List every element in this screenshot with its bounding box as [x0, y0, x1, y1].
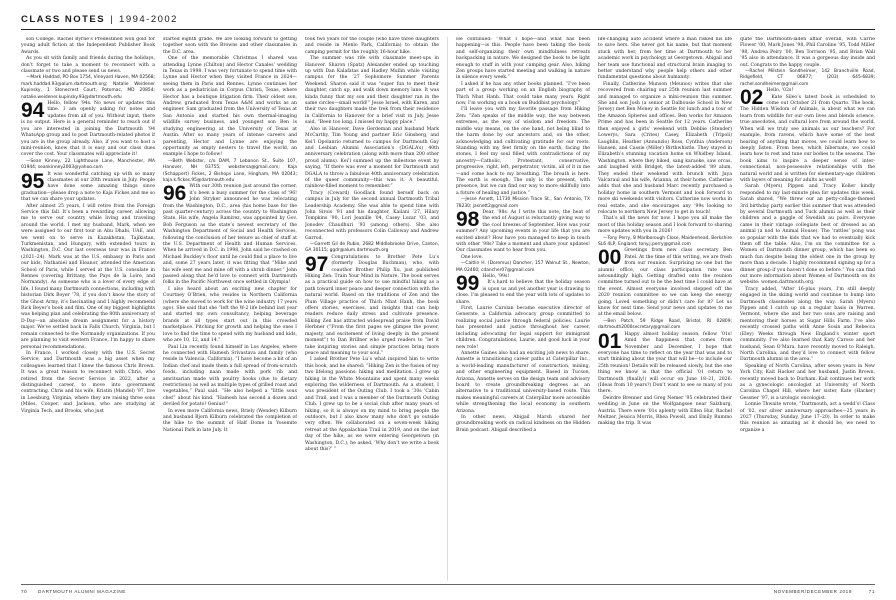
paragraph-text: I asked Brother Pete Lu’s what inspired him to write this book, and he shared: “Hiking Zen is the fusion of my two lifelong passions: hiking and meditation. I grew up hiking in the White Mountains and spent many weeks exploring the wilderness of Dartmouth. As a student, I was president of the Outing Club. I took a ’30s ‘Cabin and Trail, and I was a member of the Dartmouth Outing Club. I grew up to be a social club after many years of hiking, so it is always on my mind to bring people the outdoors, but I also know many who don’t go outside very often. We collaborated on a seven-week hiking retreat at the Appalachian Trail in 2019, and on the last day of the hike, as we were entering Georgetown (in Washington, D.C.), he asked, ‘Why don’t we write a book about this?’ ”: [305, 357, 439, 452]
note-paragraph: [598, 396, 732, 428]
right-page-number: 71: [868, 589, 875, 594]
title-separator: |: [110, 14, 115, 25]
correspondent-contact: —Beth Webster, c/o DAM, 7 Lebanon St., Suite 107, Hanover, NH 03755; webstersa@gmail.com; Kaja (Schappert) Fickes, 2 Bishops Lane, Hingham, MA 02043; kaja.k.fickes.95@dartmouth.edu: [163, 158, 297, 183]
class-year-drop-cap: 94: [21, 99, 45, 123]
paragraph-text: Tracy (Coward) Goodlack found herself back on campus in July for the second annual Dartmouth Tribal Leadership Academy. She was able to spend time with John Sirois ’91 and his daughter, Kailani ’27, Hilary Tompkins ’90, Lori Jeanille ’04, Casey Lozar ’03, and Jonodev Chaudhuri ’93 (among others). She also reconnected with professors Colin Calloway and Andrew Garrod.: [305, 190, 439, 241]
paragraph-text: quite the Dartmouth-laden affair overall, with Carrie Flower ’00, Mark Jones ’98, Phil Caroline ’95, Todd Miller ’98, Andrea Peiry ’00, Ben Torrison ’95, and Brian Wall ’95 also in attendance. It was a gorgeous day inside and out. Congrats to the happy couple.: [740, 37, 875, 68]
column-1: [21, 37, 155, 581]
paragraph-text: I asked if he has any other books planned. “I’ve been part of a group working on an English biography of Thich Nhat Hanh. That could take many years. Right now, I’m working on a book on Buddhist psychology.”: [456, 81, 590, 107]
class-year-drop-cap: 97: [305, 252, 329, 276]
note-paragraph: [740, 37, 875, 69]
note-paragraph: [305, 37, 439, 56]
column-6: [740, 37, 875, 581]
note-paragraph: [163, 37, 297, 56]
year-range: 1994-2002: [119, 14, 178, 25]
paragraph-text: Tracy added, “After 16-plus years, I’m still deeply engaged in the skiing world and continue to bump into Dartmouth classmates along the way. Sarah (Myers) Pippen and I catch up on a regular basis in Warren, Vermont, where she and her two sons are raising and mentoring their horses at Sugar Hills Farm. I’ve also recently crossed paths with Anne Sosin and Rebecca (Eley) Weeks through New England’s winter sport community. I’ve also learned that Katy Caroso and her husband, Sean O’Mara, have recently moved to Raleigh, North Carolina, and they’d love to connect with fellow Dartmouth alumni in the area.”: [740, 286, 875, 363]
note-paragraph: [21, 351, 155, 415]
class-year-drop-cap: 00: [598, 246, 622, 270]
note-paragraph: [740, 402, 875, 434]
right-issue-date: NOVEMBER/DECEMBER 2019: [773, 589, 852, 594]
correspondent-contact: —Rachel Milstein Sondheimer, 142 Branchville Road, Ridgefield, CT 06877; (203) 645-6839; rachel.sondheimer@gmail.com: [740, 69, 875, 87]
paragraph-text: In even more California news, Briely (Wender) Kilburn and husband Bjorn Kilburn celebrated the completion of the hike to the summit of Half Dome in Yosemite National Park in late July. It: [163, 408, 297, 433]
paragraph-text: One of the memorable Christmas I shared was attending Lynne (Chilton) and Hector Canales’ wedding in Texas in 1998. I was very fortunate to spend time with Lynne and Hector when they visited France in 2024—seeing them in Paris and Rennes. Lynne continues her work as a pediatrician in Corpus Christi, Texas, where Hector has a boutique litigation firm. Their oldest son, Andrew, graduated from Texas A&M and works as an engineer. Sam graduated from the University of Texas at San Antonio and started his own thermal-imaging wildlife survey business, and youngest son Ben is studying engineering at the University of Texas at Austin. After so many years of intense careers and parenting, Hector and Lynne are enjoying the opportunity as empty nesters to travel the world, an example I hope to follow!: [163, 56, 297, 158]
note-paragraph: [598, 82, 732, 217]
class-year-drop-cap: 96: [163, 182, 187, 206]
correspondent-contact: —Caitlin H. (Doremus) Dancher, 157 Walnut St., Newton, MA 02460; cdancher07@gmail.com: [456, 261, 590, 273]
note-paragraph: [163, 184, 297, 287]
header-rule: [21, 29, 875, 30]
note-paragraph: [598, 37, 732, 82]
paragraph-text: started eighth grade. We are looking forward to getting together soon with the Browns and other classmates in the D.C. area.: [163, 37, 297, 55]
paragraph-text: I’ll leave you with my favorite passage from Hiking Zen: “Zen speaks of the middle way, the way between extremes, as the way of wisdom and freedom. The middle way means, on the one hand, not being blind to the harm done by our ancestors and, on the other, acknowledging and cultivating gratitude for our roots. Standing with my feet firmly on the earth, facing the stones, I feel my soul filled with contradictions of my ancestry—Catholic, Protestant, conservative, progressive, right, left, perpetrator, victim, all of it in me—and come back to my breathing. The breath is here. The earth is enough. The only is the present, with presence, but we can find our way to more skillfully into a future of healing and justice.”: [456, 107, 590, 196]
paragraph-text: life-changing auto accident where a man risked his life to save hers. She never got his name, but that moment stuck with her, from her time at Dartmouth to her academic work in psychology at Georgetown. Abigail and her team use functional and structural brain imaging to better understand why people help others and other fundamental questions about humanity.: [598, 37, 732, 81]
paragraph-text: In France, I worked closely with the U.S. Secret Service, and Dartmouth was a big asset when my colleagues learned that I knew the famous Chris Brown. It was a great reason to reconnect with Chris, who retired from the Secret Service in 2022, after a distinguished career, to move into government contracting. Chris and his wife, Kristin (Mandel) ’97, live in Leesburg, Virginia, where they are raising three sons (Miles, Cooper, and Jackson, who are studying at Virginia Tech, and Brooks, who just: [21, 350, 155, 414]
note-paragraph: [305, 357, 439, 453]
note-paragraph: [456, 306, 590, 351]
note-paragraph: [163, 409, 297, 435]
note-paragraph: [456, 107, 590, 197]
class-year-drop-cap: 99: [456, 272, 480, 296]
page-footer: [0, 584, 896, 600]
left-page-number: 70: [21, 589, 28, 594]
note-paragraph: [456, 37, 590, 82]
paragraph-text: Also in Hanover, Dave Gerdeman and husband Mark McCarthy, Tim Young and partner Eric Ginsberg, and Kei’l Opolanrio returned to campus for Dartmouth Gay and Lesbian Alumni Association’s (DGALA’s) 40th anniversary celebration (along with more than 200 other proud alums). Kei’l summed up the milestone event by saying, “If there was ever a moment for Dartmouth and DGALA to throw a fabulous 40th anniversary celebration of the queer community—this was it. A beautiful, rainbow-filled moment to remember.”: [305, 126, 439, 190]
correspondent-contact: —Jesse Asnett, 11730 Mission Trace St., San Antonio, TX 78230; jasnett2@gmail.com: [456, 197, 590, 209]
footer-rule: [21, 584, 875, 585]
page-gutter: [447, 37, 448, 581]
note-paragraph: [163, 287, 297, 345]
class-year-drop-cap: 01: [598, 329, 622, 353]
correspondent-contact: —Sean Kinney, 22 Lighthouse Lane, Manchester, MA 01944; seankinney2003@yahoo.com: [21, 158, 155, 171]
note-paragraph: [21, 169, 155, 204]
note-paragraph: [456, 82, 590, 108]
column-3: [305, 37, 439, 581]
paragraph-text: As you sit with family and friends during the holidays, don’t forget to take a moment to reconnect with a classmate or two and please send us news.: [21, 56, 155, 75]
correspondent-contact: —Mark Haddad, PO Box 1754, Vineyard Haven, MA 02568; mark.haddad.93@alum.dartmouth.org; Natalie Weidener Kupinsky, 1 Stonecrest Court, Potomac, MD 20854; natalie.weidener.kupinsky.93@dartmouth.edu: [21, 75, 155, 100]
note-paragraph: [456, 415, 590, 434]
paragraph-text: Hello, ’99s!: [482, 274, 510, 280]
paragraph-text: Happy almost holiday season, fellow ’01s! Amid the happiness that comes from November and December, I hope that everyone has time to reflect on the year that was and to start thinking about the year that will be—to include our 25th reunion! Details will be released slowly, but the one thing we know is that the official ’01 return to Dartmouth (finally!) will occur on June 18–21, 2026. (Ideas from 10 years?) Don’t want to see so many of you there.: [598, 331, 732, 395]
note-paragraph: [305, 56, 439, 126]
class-year-drop-cap: 98: [456, 207, 480, 231]
paragraph-text: Sarah (Myers) Pippen and Tracy Koller kindly responded to my last-minute plea for updates this week. Sarah shared, “We threw our an petty-collage-themed 3rd birthday party earlier this summer that was attended by several Dartmouth and Tuck alumni as well as their children and a gaggle of Swedish au pairs. Everyone came in their vintage collegiate best or dressed as an animal (a nod to Animal House). The ‘rattles’ pong was so popular with the kids that we had to eventually kick them off the table. Also, I’m on the committee for a Women of Dartmouth dinner group, which has been so much fun despite being the oldest one in the group by more than a decade. I highly recommend signing up for a dinner group if you haven’t done so before.” You can find out more information about Women of Dartmouth on its website: women.dartmouth.org.: [740, 184, 875, 286]
left-running-title: DARTMOUTH ALUMNI MAGAZINE: [38, 589, 126, 594]
column-4: [456, 37, 590, 581]
note-paragraph: [305, 127, 439, 191]
paragraph-text: With our 30th reunion just around the corner, it’s been a busy summer for the class of ’96! John Stryker announced he was relocating from the Washington, D.C., area (his home base for the past quarter-century) across the country to Washington State. His wife, Angela Ramirez, was appointed by Gov. Bob Ferguson as the state’s newest secretary of the Washington Department of Social and Health Services, following the conclusion of her tenure as chief of staff at the U.S. Department of Health and Human Services. When he arrived in D.C. in 1998, John said he crashed on Michael Buckley’s floor until he could find a place to live and, some 27 years later, it was fitting that “Mike and his wife sent me and mine off with a shrub dinner.” John passed along that he’d love to connect with Dartmouth folks in the Pacific Northwest once settled in Olympia!: [163, 184, 297, 286]
paragraph-text: After almost 25 years, I will retire from the Foreign Service this fall. It’s been a rewarding career, allowing me to serve our country while living and traveling around the world. I met my husband, Mark, when we were assigned to our first tour in Abu Dhabi, UAE, and we went on to serve in Kazakhstan, Tajikistan, Turkmenistan, and Hungary, with extended tours in Washington, D.C. Our last overseas tour was in France (2021–24). Mark was at the U.S. embassy in Paris and our kids, Nathaniel and Eleanor, attended the American School of Paris, while I served at the U.S. consulate in Rennes (covering Brittany, the Pays de la Loire, and Normandy). As someone who is a lover of every edge of life, I found many Dartmouth connections, including with historian Dirk Boyer ’78, if you don’t know the story of the Ghost Army, it’s fascinating and I highly recommend Rick Beyer’s book and film. One of my biggest highlights was helping plan and celebrating the 80th anniversary of D-Day—an absolute dream assignment for a history major. We’ve settled back in Falls Church, Virginia, but I remain connected to the Normandy organizations. If you are planning to visit western France, I’m happy to share personal recommendations.: [21, 203, 155, 350]
paragraph-text: Kate Sileo’s latest book is scheduled to come out October 21 from Quarto. The book, The Hidden Wisdom of Animals, is about what we can learn from wildlife for our own lives and blends science, true anecdotes, and cultural lore from around the world. When will we truly see animals as our teachers? For example, from ravens, which have some of the best hearing of anything that moves, we could learn how to deeply listen. From bees, which hibernate, we could learn how to rest and tune our bodies to the seasons. The book aims to inspire a deeper sense of inter-connectional, non-possessive relationships with the natural world and is written for elementary-age children with layers of meaning for adults as well!: [740, 94, 875, 183]
paragraph-text: took two years for the couple (who have three daughters and reside in Menlo Park, California) to obtain the camping permit for the roughly 16-hour hike.: [305, 37, 439, 55]
paragraph-text: Lonnie Thwaite wrote, “Dartmouth, act a wedd’s! Class of ’02, our silver anniversary approaches—25 years in 2027 (Thursday, Sunday, June 17–20). In order to make this reunion as amazing as it should be, we need to organize a: [740, 402, 875, 433]
note-paragraph: [598, 329, 732, 396]
paragraph-text: It was wonderful catching up with so many classmates at our 20th reunion in July. People have done some amazing things since graduation—please drop a note to Kaja Fickes and me so that we can share your updates.: [21, 171, 155, 203]
note-paragraph: [21, 101, 155, 159]
paragraph-text: He continued: “What I hope—and what has been happening—is this. People have been taking the book and self-organizing their own mindfulness retreats backpacking in nature. We designed the book to be light enough to stuff in with your camping gear. Also, hiking Zen groups have started meeting and walking in nature in silence every week.”: [456, 37, 590, 81]
correspondent-contact: —Tony Perry, 8 Marlborough Close, Maidenhead, Berkshire SL6 4LP, England; tony.j.perry@gmail.com: [598, 235, 732, 247]
paragraph-text: son College. Rachel Byrne’s Predestined won gold for young adult fiction at the Independent Publisher Book Awards.: [21, 37, 155, 55]
section-title: [21, 14, 178, 25]
paragraph-text: One love.: [461, 254, 483, 260]
column-2: [163, 37, 297, 581]
paragraph-text: In other news, Abigail Marsh shared her groundbreaking work on radical kindness on the Hidden Brain podcast. Abigail described a: [456, 414, 590, 433]
paragraph-text: Dear, ’98s. As I write this note, the heat of the end of August is reluctantly giving way to the cool breezes of September. How was your summer? Any upcoming events in your life that you are excited about? How have you managed to keep in touch with other ’98s? Take a moment and share your updates! Our classmates want to hear from you.: [456, 209, 590, 254]
note-paragraph: [456, 351, 590, 415]
note-paragraph: [163, 56, 297, 159]
note-paragraph: [740, 287, 875, 364]
paragraph-text: First, Laurie Carolan became executive director of Generate, a California advocacy group committed to realizing social justice through federal policies. Laurie has presented and justice throughout her career, including advocating for legal support for immigrant children. Congratulations, Laurie, and good luck in your new role!: [456, 306, 590, 350]
correspondent-contact: —Garrett Gil de Rubio, 2682 Middlebrooke Drive, Canton, GA 30115; ggdr@alum.dartmouth.org: [305, 242, 439, 254]
paragraph-text: Congratulations to Brother Pete Lu’s (formerly Douglas Buchman), who, with coauthor Brother Philip Xu, just published Hiking Zen: Train Your Mind in Nature. The book serves as a practical guide on how to use mindful hiking as a path toward inner peace and deeper connection with the natural world. Based on the traditions of Zen and the Plum Village practice of Thich Nhat Hanh, the book offers stories, exercises, and insights that can help readers reduce daily stress and cultivate presence. Hiking Zen has attracted widespread praise from David Herbner (“From the first pages we glimpse the power, majesty, and excitement of living deeply in the present moment”) to Dan Brillner who urged readers to “let it take inspiring stories and simple practices bring more peace and meaning to your soul.”: [305, 254, 439, 356]
note-paragraph: [740, 184, 875, 287]
note-paragraph: [598, 216, 732, 235]
paragraph-text: That’s all the news for now. I hope you all make the most of this holiday season and I look forward to sharing more updates with you in 2026!: [598, 216, 732, 235]
note-paragraph: [305, 191, 439, 242]
column-5: [598, 37, 732, 581]
correspondent-contact: —Ben Patch, 59 Ridge Road, Bristol, RI 02809; dartmouth2000secretary@gmail.com: [598, 318, 732, 331]
note-paragraph: [163, 345, 297, 409]
paragraph-text: Greetings from new class secretary Ben Patel. At the time of this writing, we are fresh from our reunion. Surprising no one but the alumni office, our class participation rate was astoundingly high. Getting drafted onto the reunion committee turned out to be the best time I could have at the event. Almost everyone involved stepped off the 2020 reunion committee so we can keep the energy going. Loved something or didn’t care for it? Let us know for next time. Send your news and updates to me at the email below.: [598, 248, 732, 318]
note-paragraph: [456, 207, 590, 255]
paragraph-text: Finally, Catherine Munson (Meunos) writes that she recovered from chairing our 25th reunion last summer and managed to organize a mini-reunion this summer. She and son Josh (a senior at Dalhousie School in New Jersey) met Ben Money in Seattle for lunch and a tour of the Amazon Spheres and offices. Ben works for Amazon Prime and has been in Seattle for 12 years. Catherine then enjoyed a girls’ weekend with Debbie (Stender) Lowerys, Sara (Crites) Casey, Elizabeth (Tripoli) Laughlin, Heather (Annunzio) Ross, Cynthia (Anderson) Hansen, and Cassie (Miller) Birthwhistle. They stayed in Elizabeth’s stunning vacation home on Whidbey Island, Washington, where they hiked, sang karaoke, saw orcas, and laughed with Bridget, the latest-added ’89 alum. They ended their weekend with brunch with Jaya Valcaraul and his wife, Arianna, at their home. Catherine adds that she and husband Marc recently purchased a holiday home in southern Vermont and look forward to more ski weekends with visitors. Catherine now works in real estate, and she encourages any ’99s looking to relocate to northern New Jersey to get in touch!: [598, 81, 732, 215]
note-paragraph: [740, 95, 875, 185]
class-year-drop-cap: 02: [740, 86, 764, 110]
paragraph-text: Hello, fellow ’94s. No news or updates this time. I am openly asking for notes and updates from all of you. Without input, there is no output. Here is a general reminder to reach out if you are interested in joining the Dartmouth ’94 WhatsApp group and to post Dartmouth-related photos if you are in the group already. Also, if you want to host a mini-reunion, know that it is easy and our class dues cover the cost. Your classmates will appreciate it!: [21, 101, 155, 158]
section-name: CLASS NOTES: [21, 14, 106, 25]
class-year-drop-cap: 95: [21, 169, 45, 193]
note-paragraph: [598, 248, 732, 318]
note-paragraph: [21, 204, 155, 351]
paragraph-text: Hello, ’02s!: [766, 88, 794, 94]
paragraph-text: The summer was rife with classmate meet-ups in Hanover. Sharon (Spatz) Alexander ended up touching up with Dan Kalafatas and Hadley Mullin while visiting campus for the ’27 Sophomore Summer Parents Weekend. Sharon said it was “super fun to meet their daughter, catch up, and walk down memory lane. It was kinda funny that my son and their daughter ran in the same circles—small world!” Jesse Israel, with Karen, and their two daughters made the trek from their residence in California to Hanover for a brief visit in July. Jesse said, “Been too long. I missed my happy place.”: [305, 56, 439, 126]
paragraph-text: It’s hard to believe that the holiday season is upon us and yet another year is drawing to close. I’m pleased to end the year with lots of updates to share.: [456, 280, 590, 305]
paragraph-text: Speaking of North Carolina, after seven years in New York City, Kait Hacker and her husband, Justin Brown, recently moved back to Durham. Kait continues her work as a gynecologic oncologist at University of North Carolina Chapel Hill, where her sister, Kate (Hacker) Gessner ’97, is a urologic oncologist.: [740, 363, 875, 401]
note-paragraph: [21, 37, 155, 56]
note-paragraph: [740, 364, 875, 402]
paragraph-text: Paul Lin recently found himself in Los Angeles, where he connected with Hamesh Srivastava and family (who reside in Valencia, California). “I have become a bit of an Indian chef and made them a full spread of from-scratch foods, including naan made with pork rib and amritsarian made with poultry hooks (due to dietary restrictions) as well as multiple types of grilled roast and vegetables,” Paul said. “He also helped a “little sous chef” about his kind. “Hamesh has second a dozen and deviled for potato! Genius!”: [163, 344, 297, 408]
paragraph-text: Annette Gaines also had an exciting job news to share. Annette is transitioning career paths at Caterpillar Inc., a world-leading manufacturer of construction, mining, and other engineering equipment. Based in Tucson, Arizona, Annette serves on the design team and advisory board to create groundbreaking degrees as an alternative to a traditional university-based route. This makes meaningful careers at Caterpillar more accessible while strengthening the local economy in southern Arizona.: [456, 350, 590, 414]
note-paragraph: [21, 56, 155, 75]
page-header: [0, 0, 896, 30]
note-paragraph: [305, 252, 439, 358]
paragraph-text: Deirdre Brenner and Greg Nemer ’95 celebrated their wedding in June on the Wolfgangsee near Salzburg, Austria. There were ’01s aplenty with Ellen Hur, Rachel Meltzer, Jessica Morris, Rhea Powell, and Emily Rummo making the trip. It was: [598, 395, 732, 427]
paragraph-text: I also heard about an exciting new chapter for Courtney O’Brien, who resides in Northern California (where she moved to work for the wine industry 17 years ago). She said that she “left the W-2 life behind last year and started my own consultancy, helping beverage brands at all types start out in this crowded marketplace. Pitching for growth and helping the ones I love to find the time to spend with my husband and kids, who are 10, 12, and 14.”: [163, 286, 297, 344]
